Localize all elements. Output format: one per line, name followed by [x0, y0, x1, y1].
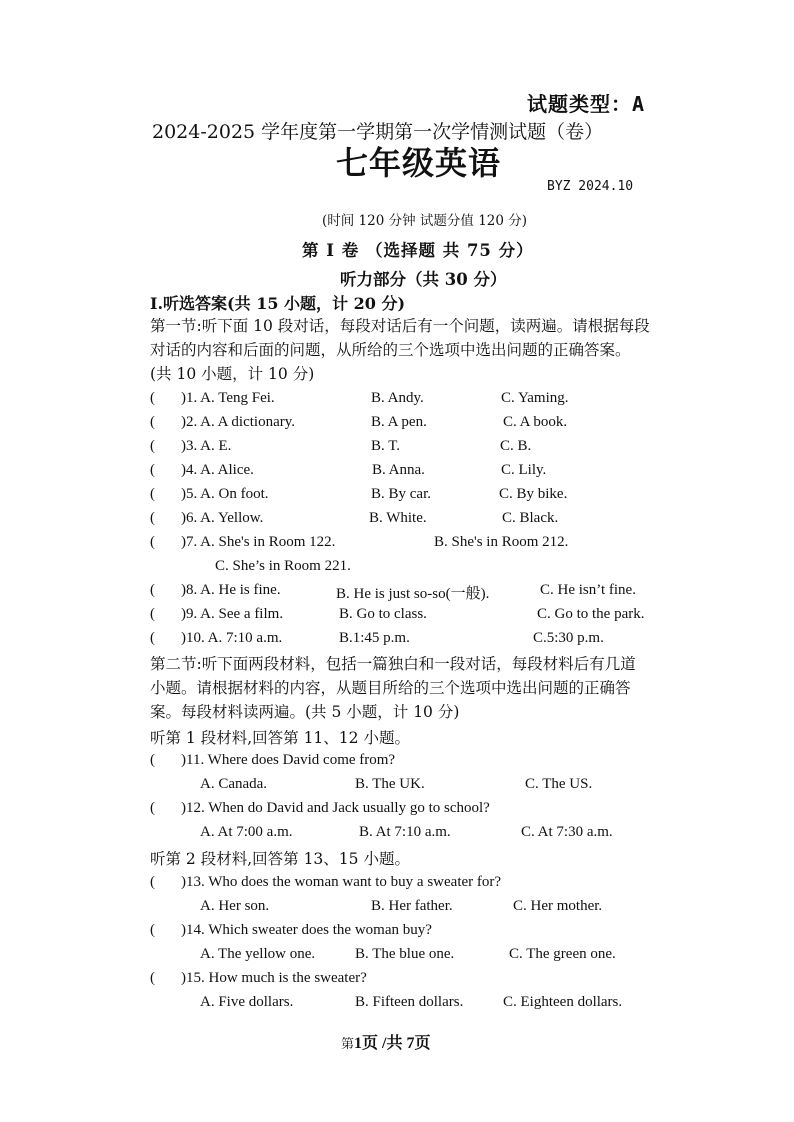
answer-paren: ( — [150, 486, 155, 502]
question-stem: )1. A. Teng Fei. — [181, 390, 275, 406]
question-stem: )10. A. 7:10 a.m. — [181, 630, 283, 646]
question-stem: )14. Which sweater does the woman buy? — [181, 922, 432, 938]
exam-type-label: 试题类型：A — [527, 92, 646, 116]
option-c: C. Eighteen dollars. — [503, 994, 623, 1010]
answer-paren: ( — [150, 800, 155, 816]
page-number: 1 — [354, 1035, 363, 1052]
option-b: B. Fifteen dollars. — [355, 994, 464, 1010]
option-c: C. Go to the park. — [537, 606, 645, 622]
material2-label: 听第 2 段材料,回答第 13、15 小题。 — [150, 850, 410, 868]
page-total: 7 — [406, 1035, 415, 1052]
part2-instructions: 第二节:听下面两段材料，包括一篇独白和一段对话，每段材料后有几道小题。请根据材料的内容，从题目所给的三个选项中选出问题的正确答案。每段材料读两遍。(共 5 小题，计 10 分) — [150, 655, 636, 721]
question-stem: )7. A. She's in Room 122. — [181, 534, 336, 550]
answer-paren: ( — [150, 414, 155, 430]
question-stem: )2. A. A dictionary. — [181, 414, 296, 430]
question-stem: )13. Who does the woman want to buy a sweater for? — [181, 874, 502, 890]
option-b: B. T. — [371, 438, 401, 454]
option-c: C. B. — [500, 438, 532, 454]
exam-year-line: 2024-2025 学年度第一学期第一次学情测试题（卷） — [152, 121, 604, 143]
option-b: B. Go to class. — [339, 606, 427, 622]
option-b: B. He is just so-so(一般). — [336, 586, 490, 602]
footer-prefix: 第 — [341, 1036, 355, 1051]
question-stem: )11. Where does David come from? — [181, 752, 396, 768]
option-b: B. Her father. — [371, 898, 453, 914]
answer-paren: ( — [150, 438, 155, 454]
listening-title: 听力部分（共 30 分） — [340, 270, 507, 289]
question-stem: )3. A. E. — [181, 438, 232, 454]
option-a: A. The yellow one. — [200, 946, 316, 962]
answer-paren: ( — [150, 752, 155, 768]
answer-paren: ( — [150, 510, 155, 526]
question-stem: )4. A. Alice. — [181, 462, 254, 478]
option-c: C. By bike. — [499, 486, 568, 502]
page-title: 七年级英语 — [336, 144, 502, 182]
answer-paren: ( — [150, 606, 155, 622]
option-c: C. The green one. — [509, 946, 616, 962]
answer-paren: ( — [150, 582, 155, 598]
option-a: A. At 7:00 a.m. — [200, 824, 293, 840]
answer-paren: ( — [150, 534, 155, 550]
answer-paren: ( — [150, 390, 155, 406]
answer-paren: ( — [150, 970, 155, 986]
question-stem: )15. How much is the sweater? — [181, 970, 367, 986]
option-c: C. At 7:30 a.m. — [521, 824, 613, 840]
option-c: C.5:30 p.m. — [533, 630, 604, 646]
material1-label: 听第 1 段材料,回答第 11、12 小题。 — [150, 729, 410, 747]
option-b: B. Andy. — [371, 390, 424, 406]
option-b: B. By car. — [371, 486, 431, 502]
question-stem: )6. A. Yellow. — [181, 510, 264, 526]
time-note: (时间 120 分钟 试题分值 120 分) — [322, 213, 528, 229]
option-c: C. A book. — [503, 414, 568, 430]
option-c: C. The US. — [525, 776, 593, 792]
footer-mid: 页 /共 — [362, 1035, 407, 1052]
option-b: B.1:45 p.m. — [339, 630, 410, 646]
answer-paren: ( — [150, 874, 155, 890]
question-stem: )12. When do David and Jack usually go to school? — [181, 800, 490, 816]
part-title: 第 I 卷 （选择题 共 75 分） — [302, 241, 534, 260]
option-b: B. The UK. — [355, 776, 425, 792]
option-c: C. She’s in Room 221. — [215, 558, 351, 574]
answer-paren: ( — [150, 922, 155, 938]
option-b: B. She's in Room 212. — [434, 534, 569, 550]
option-a: A. Five dollars. — [200, 994, 294, 1010]
answer-paren: ( — [150, 462, 155, 478]
option-b: B. The blue one. — [355, 946, 455, 962]
option-c: C. Lily. — [501, 462, 547, 478]
footer-suffix: 页 — [414, 1035, 431, 1052]
option-a: A. Her son. — [200, 898, 270, 914]
option-a: A. Canada. — [200, 776, 268, 792]
option-c: C. Black. — [502, 510, 559, 526]
section-title: I.听选答案(共 15 小题，计 20 分) — [150, 294, 406, 313]
option-b: B. Anna. — [372, 462, 425, 478]
page-footer — [341, 1030, 430, 1053]
question-stem: )5. A. On foot. — [181, 486, 269, 502]
option-b: B. At 7:10 a.m. — [359, 824, 451, 840]
question-stem: )8. A. He is fine. — [181, 582, 281, 598]
answer-paren: ( — [150, 630, 155, 646]
part1-instructions: 第一节:听下面 10 段对话，每段对话后有一个问题，读两遍。请根据每段对话的内容和后面的问题，从所给的三个选项中选出问题的正确答案。(共 10 小题，计 10 分) — [150, 317, 650, 383]
option-c: C. Yaming. — [501, 390, 569, 406]
option-c: C. Her mother. — [513, 898, 603, 914]
exam-code: BYZ 2024.10 — [547, 179, 634, 194]
option-b: B. White. — [369, 510, 427, 526]
question-stem: )9. A. See a film. — [181, 606, 284, 622]
option-b: B. A pen. — [371, 414, 427, 430]
option-c: C. He isn’t fine. — [540, 582, 636, 598]
